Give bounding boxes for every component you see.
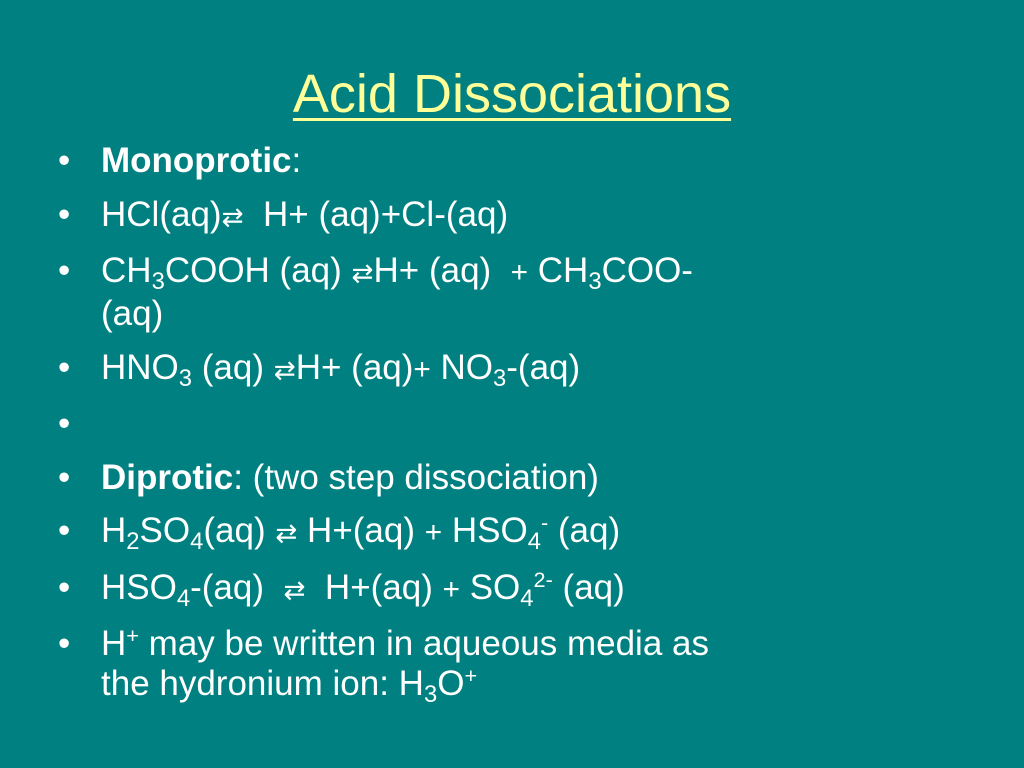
list-item-diprotic: • Diprotic: (two step dissociation) xyxy=(58,457,599,497)
bullet-list xyxy=(58,141,958,718)
bullet-icon: • xyxy=(58,347,71,387)
equilibrium-arrow-icon: ⇄ xyxy=(351,259,374,289)
bullet-icon: • xyxy=(58,511,71,550)
bullet-icon: • xyxy=(58,141,71,180)
list-item-acetic-acid: • $CH_3COOH$ (aq) ⇄H+ $(aq) + CH_3COO-$ (aq) xyxy=(58,251,693,333)
bullet-icon: • xyxy=(58,194,71,234)
bullet-icon: • xyxy=(58,567,71,607)
list-item-hcl: • HCl(aq)⇄ H+ (aq)+Cl-(aq) xyxy=(58,194,509,234)
equilibrium-arrow-icon: ⇄ xyxy=(273,355,296,386)
bullet-icon: • xyxy=(58,624,71,663)
list-item-empty xyxy=(58,404,958,444)
slide-title: Acid Dissociations xyxy=(292,64,732,124)
list-item-monoprotic: • Monoprotic: xyxy=(58,141,302,180)
list-item-hydronium-note: • H+ may be written in aqueous media as the hydronium ion: $H_3O^+$ xyxy=(58,623,709,709)
bullet-icon: • xyxy=(58,404,71,443)
list-item-bisulfate: • $HSO_4-(aq)$ ⇄ $H+(aq) + SO_4^{2-}$ (aq) xyxy=(58,566,625,612)
list-item-sulfuric-acid: • $H_2SO_4(aq)$ ⇄ $H+(aq) + HSO_4^-$ (aq) xyxy=(58,510,621,556)
equilibrium-arrow-icon: ⇄ xyxy=(283,575,306,606)
bullet-icon: • xyxy=(58,457,71,497)
bullet-icon: • xyxy=(58,251,71,290)
heading-diprotic: Diprotic xyxy=(101,457,234,497)
equilibrium-arrow-icon: ⇄ xyxy=(221,202,244,233)
heading-monoprotic: Monoprotic xyxy=(101,141,292,180)
list-item-nitric-acid: • $HNO_3$ (aq) ⇄H+ $(aq)+ NO_3-(aq)$ xyxy=(58,347,581,392)
equilibrium-arrow-icon: ⇄ xyxy=(275,519,298,549)
